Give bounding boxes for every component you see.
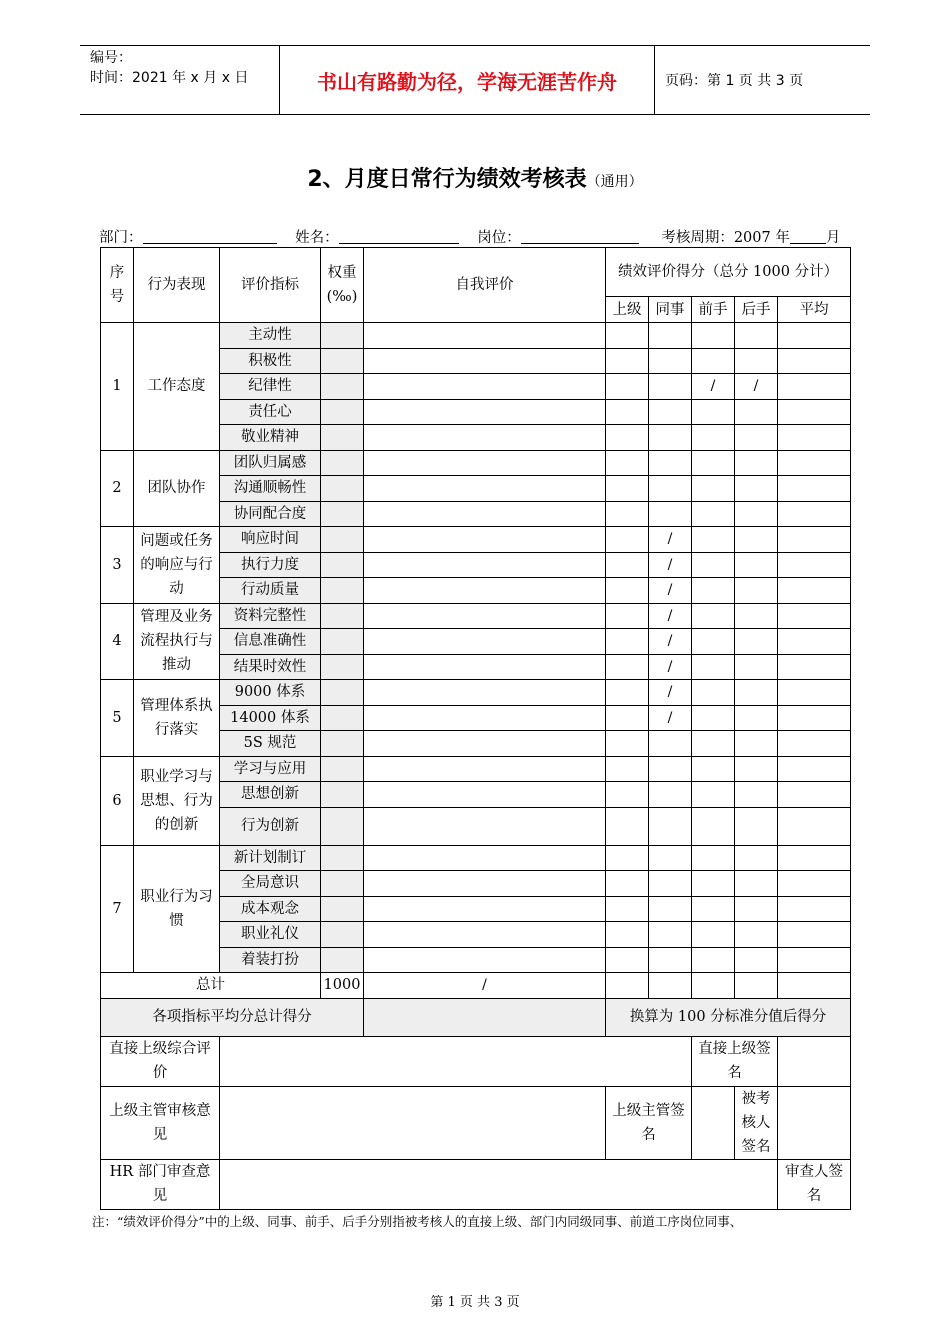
peer-score-cell[interactable]	[649, 374, 692, 400]
weight-cell[interactable]	[321, 756, 364, 782]
average-score-cell[interactable]	[778, 374, 851, 400]
downstream-score-cell[interactable]	[735, 731, 778, 757]
upstream-score-cell[interactable]	[692, 603, 735, 629]
weight-cell[interactable]	[321, 807, 364, 845]
row-seq: 3	[101, 527, 134, 604]
table-row	[101, 756, 851, 782]
peer-score-cell[interactable]	[649, 501, 692, 527]
average-score-cell[interactable]	[778, 782, 851, 808]
self-eval-cell[interactable]	[364, 425, 606, 451]
downstream-score-cell[interactable]	[735, 756, 778, 782]
self-eval-cell[interactable]	[364, 871, 606, 897]
self-eval-cell[interactable]	[364, 527, 606, 553]
self-eval-cell[interactable]	[364, 450, 606, 476]
code-label: 编号：	[90, 50, 132, 66]
row-seq: 2	[101, 450, 134, 527]
downstream-score-cell[interactable]	[735, 450, 778, 476]
total-average-cell[interactable]	[778, 973, 851, 999]
header-peer: 同事	[649, 297, 692, 323]
hr-review-label: HR 部门审查意见	[101, 1159, 220, 1209]
row-indicator: 着装打扮	[220, 947, 321, 973]
total-upstream-cell[interactable]	[692, 973, 735, 999]
downstream-score-cell[interactable]	[735, 782, 778, 808]
weight-cell[interactable]	[321, 374, 364, 400]
weight-cell[interactable]	[321, 603, 364, 629]
downstream-score-cell[interactable]	[735, 552, 778, 578]
upstream-score-cell[interactable]	[692, 731, 735, 757]
average-score-cell[interactable]	[778, 603, 851, 629]
row-indicator: 信息准确性	[220, 629, 321, 655]
downstream-score-cell[interactable]	[735, 807, 778, 845]
row-seq: 4	[101, 603, 134, 680]
superior-score-cell[interactable]	[606, 603, 649, 629]
upstream-score-cell[interactable]	[692, 782, 735, 808]
header-self-eval: 自我评价	[364, 248, 606, 323]
weight-cell[interactable]	[321, 680, 364, 706]
self-eval-cell[interactable]	[364, 756, 606, 782]
row-indicator: 职业礼仪	[220, 922, 321, 948]
superior-score-cell[interactable]	[606, 476, 649, 502]
info-line	[99, 226, 854, 247]
upstream-score-cell[interactable]	[692, 922, 735, 948]
header-behavior: 行为表现	[134, 248, 220, 323]
downstream-score-cell[interactable]	[735, 399, 778, 425]
peer-score-cell[interactable]	[649, 871, 692, 897]
header-average: 平均	[778, 297, 851, 323]
peer-score-cell[interactable]	[649, 323, 692, 349]
post-blank[interactable]	[521, 229, 639, 244]
superior-score-cell[interactable]	[606, 731, 649, 757]
peer-score-cell: /	[649, 603, 692, 629]
self-eval-cell[interactable]	[364, 705, 606, 731]
row-seq: 1	[101, 323, 134, 451]
superior-score-cell[interactable]	[606, 578, 649, 604]
self-eval-cell[interactable]	[364, 629, 606, 655]
row-indicator: 沟通顺畅性	[220, 476, 321, 502]
page-footer: 第 1 页 共 3 页	[430, 1295, 520, 1310]
self-eval-cell[interactable]	[364, 578, 606, 604]
peer-score-cell: /	[649, 552, 692, 578]
downstream-score-cell[interactable]	[735, 527, 778, 553]
row-behavior: 工作态度	[134, 323, 220, 451]
peer-score-cell[interactable]	[649, 348, 692, 374]
weight-cell[interactable]	[321, 922, 364, 948]
self-eval-cell[interactable]	[364, 731, 606, 757]
row-indicator: 资料完整性	[220, 603, 321, 629]
downstream-score-cell[interactable]	[735, 680, 778, 706]
weight-cell[interactable]	[321, 871, 364, 897]
header-weight: 权重(‰)	[321, 248, 364, 323]
upstream-score-cell[interactable]	[692, 629, 735, 655]
converted-row	[606, 998, 851, 1036]
row-indicator: 思想创新	[220, 782, 321, 808]
downstream-score-cell[interactable]	[735, 476, 778, 502]
upstream-score-cell: /	[692, 374, 735, 400]
peer-score-cell: /	[649, 629, 692, 655]
peer-score-cell: /	[649, 705, 692, 731]
peer-score-cell: /	[649, 527, 692, 553]
downstream-score-cell[interactable]	[735, 425, 778, 451]
downstream-score-cell[interactable]	[735, 922, 778, 948]
superior-score-cell[interactable]	[606, 323, 649, 349]
superior-sign-field[interactable]	[778, 1036, 851, 1086]
downstream-score-cell[interactable]	[735, 871, 778, 897]
self-eval-cell[interactable]	[364, 399, 606, 425]
weight-cell[interactable]	[321, 450, 364, 476]
average-score-cell[interactable]	[778, 922, 851, 948]
period-month-blank[interactable]	[790, 229, 826, 244]
row-behavior: 管理及业务流程执行与推动	[134, 603, 220, 680]
weight-cell[interactable]	[321, 476, 364, 502]
peer-score-cell[interactable]	[649, 922, 692, 948]
weight-cell[interactable]	[321, 705, 364, 731]
upstream-score-cell[interactable]	[692, 896, 735, 922]
average-score-cell[interactable]	[778, 527, 851, 553]
table-row	[101, 845, 851, 871]
superior-score-cell[interactable]	[606, 654, 649, 680]
peer-score-cell[interactable]	[649, 399, 692, 425]
weight-cell[interactable]	[321, 399, 364, 425]
upstream-score-cell[interactable]	[692, 807, 735, 845]
peer-score-cell[interactable]	[649, 756, 692, 782]
average-score-cell[interactable]	[778, 896, 851, 922]
weight-cell[interactable]	[321, 782, 364, 808]
row-behavior: 问题或任务的响应与行动	[134, 527, 220, 604]
superior-eval-field[interactable]	[220, 1036, 692, 1086]
average-score-cell[interactable]	[778, 680, 851, 706]
total-superior-cell[interactable]	[606, 973, 649, 999]
self-eval-cell[interactable]	[364, 501, 606, 527]
table-row	[101, 323, 851, 349]
row-seq: 7	[101, 845, 134, 973]
superior-score-cell[interactable]	[606, 807, 649, 845]
peer-score-cell[interactable]	[649, 425, 692, 451]
upstream-score-cell[interactable]	[692, 323, 735, 349]
peer-score-cell: /	[649, 680, 692, 706]
downstream-score-cell: /	[735, 374, 778, 400]
upstream-score-cell[interactable]	[692, 476, 735, 502]
upstream-score-cell[interactable]	[692, 705, 735, 731]
manager-review-field[interactable]	[220, 1086, 606, 1159]
row-indicator: 成本观念	[220, 896, 321, 922]
superior-score-cell[interactable]	[606, 922, 649, 948]
average-score-cell[interactable]	[778, 947, 851, 973]
header-superior: 上级	[606, 297, 649, 323]
table-row	[101, 603, 851, 629]
table-row	[101, 680, 851, 706]
superior-score-cell[interactable]	[606, 871, 649, 897]
row-indicator: 积极性	[220, 348, 321, 374]
average-score-cell[interactable]	[778, 552, 851, 578]
name-blank[interactable]	[339, 229, 459, 244]
peer-score-cell: /	[649, 578, 692, 604]
average-score-cell[interactable]	[778, 348, 851, 374]
row-indicator: 纪律性	[220, 374, 321, 400]
form-title	[0, 162, 950, 193]
row-seq: 5	[101, 680, 134, 757]
header-page-number: 页码：第 1 页 共 3 页	[665, 73, 804, 89]
upstream-score-cell[interactable]	[692, 527, 735, 553]
weight-cell[interactable]	[321, 348, 364, 374]
upstream-score-cell[interactable]	[692, 654, 735, 680]
superior-score-cell[interactable]	[606, 348, 649, 374]
row-indicator: 敬业精神	[220, 425, 321, 451]
superior-score-cell[interactable]	[606, 450, 649, 476]
upstream-score-cell[interactable]	[692, 680, 735, 706]
row-indicator: 全局意识	[220, 871, 321, 897]
row-indicator: 9000 体系	[220, 680, 321, 706]
superior-score-cell[interactable]	[606, 552, 649, 578]
converted-label: 换算为 100 分标准分值后得分	[629, 1009, 827, 1025]
self-eval-cell[interactable]	[364, 476, 606, 502]
average-score-cell[interactable]	[778, 731, 851, 757]
self-eval-cell[interactable]	[364, 807, 606, 845]
form-title-sub: （通用）	[586, 174, 643, 190]
superior-score-cell[interactable]	[606, 756, 649, 782]
average-score-cell[interactable]	[778, 705, 851, 731]
self-eval-cell[interactable]	[364, 603, 606, 629]
peer-score-cell[interactable]	[649, 731, 692, 757]
avg-total-label: 各项指标平均分总计得分	[101, 998, 364, 1036]
row-behavior: 团队协作	[134, 450, 220, 527]
average-score-cell[interactable]	[778, 425, 851, 451]
downstream-score-cell[interactable]	[735, 845, 778, 871]
weight-cell[interactable]	[321, 527, 364, 553]
downstream-score-cell[interactable]	[735, 896, 778, 922]
peer-score-cell[interactable]	[649, 807, 692, 845]
assessee-sign-label: 被考核人签名	[735, 1086, 778, 1159]
upstream-score-cell[interactable]	[692, 552, 735, 578]
weight-cell[interactable]	[321, 578, 364, 604]
average-score-cell[interactable]	[778, 399, 851, 425]
self-eval-cell[interactable]	[364, 323, 606, 349]
form-title-main: 2、月度日常行为绩效考核表	[307, 167, 587, 192]
peer-score-cell[interactable]	[649, 845, 692, 871]
average-score-cell[interactable]	[778, 450, 851, 476]
weight-cell[interactable]	[321, 845, 364, 871]
reviewer-sign-label: 审查人签名	[778, 1159, 851, 1209]
superior-score-cell[interactable]	[606, 374, 649, 400]
downstream-score-cell[interactable]	[735, 501, 778, 527]
downstream-score-cell[interactable]	[735, 654, 778, 680]
row-indicator: 响应时间	[220, 527, 321, 553]
downstream-score-cell[interactable]	[735, 947, 778, 973]
row-indicator: 行动质量	[220, 578, 321, 604]
weight-cell[interactable]	[321, 552, 364, 578]
header-score: 绩效评价得分（总分 1000 分计）	[606, 248, 851, 297]
superior-score-cell[interactable]	[606, 896, 649, 922]
self-eval-cell[interactable]	[364, 782, 606, 808]
post-label: 岗位：	[477, 230, 521, 246]
table-row	[101, 450, 851, 476]
weight-cell[interactable]	[321, 654, 364, 680]
superior-score-cell[interactable]	[606, 680, 649, 706]
superior-score-cell[interactable]	[606, 782, 649, 808]
weight-cell[interactable]	[321, 896, 364, 922]
self-eval-cell[interactable]	[364, 922, 606, 948]
row-seq: 6	[101, 756, 134, 845]
row-indicator: 责任心	[220, 399, 321, 425]
weight-cell[interactable]	[321, 323, 364, 349]
period-label: 考核周期：2007 年	[661, 230, 790, 246]
upstream-score-cell[interactable]	[692, 425, 735, 451]
average-score-cell[interactable]	[778, 807, 851, 845]
row-indicator: 新计划制订	[220, 845, 321, 871]
peer-score-cell[interactable]	[649, 947, 692, 973]
row-indicator: 主动性	[220, 323, 321, 349]
date-label: 时间：2021 年 x 月 x 日	[90, 70, 249, 86]
header-motto: 书山有路勤为径，学海无涯苦作舟	[280, 46, 655, 114]
assessment-table	[100, 247, 851, 1210]
footnote: 注：“绩效评价得分”中的上级、同事、前手、后手分别指被考核人的直接上级、部门内同级同事、前道工序岗位同事、	[92, 1214, 743, 1229]
name-label: 姓名：	[295, 230, 339, 246]
total-self-eval-slash: /	[364, 973, 606, 999]
row-behavior: 职业行为习惯	[134, 845, 220, 973]
superior-score-cell[interactable]	[606, 501, 649, 527]
row-indicator: 行为创新	[220, 807, 321, 845]
superior-score-cell[interactable]	[606, 425, 649, 451]
self-eval-cell[interactable]	[364, 348, 606, 374]
average-score-cell[interactable]	[778, 845, 851, 871]
upstream-score-cell[interactable]	[692, 947, 735, 973]
dept-blank[interactable]	[143, 229, 277, 244]
self-eval-cell[interactable]	[364, 896, 606, 922]
downstream-score-cell[interactable]	[735, 348, 778, 374]
row-behavior: 职业学习与思想、行为的创新	[134, 756, 220, 845]
superior-score-cell[interactable]	[606, 845, 649, 871]
weight-cell[interactable]	[321, 947, 364, 973]
self-eval-cell[interactable]	[364, 680, 606, 706]
peer-score-cell: /	[649, 654, 692, 680]
upstream-score-cell[interactable]	[692, 501, 735, 527]
table-row	[101, 527, 851, 553]
self-eval-cell[interactable]	[364, 947, 606, 973]
average-score-cell[interactable]	[778, 871, 851, 897]
superior-eval-label: 直接上级综合评价	[101, 1036, 220, 1086]
weight-cell[interactable]	[321, 425, 364, 451]
total-weight: 1000	[321, 973, 364, 999]
upstream-score-cell[interactable]	[692, 578, 735, 604]
superior-score-cell[interactable]	[606, 399, 649, 425]
weight-cell[interactable]	[321, 731, 364, 757]
header-indicator: 评价指标	[220, 248, 321, 323]
average-score-cell[interactable]	[778, 476, 851, 502]
superior-score-cell[interactable]	[606, 947, 649, 973]
avg-total-value[interactable]	[364, 998, 606, 1036]
total-label: 总计	[101, 973, 321, 999]
hr-review-field[interactable]	[220, 1159, 778, 1209]
manager-sign-label: 上级主管签名	[606, 1086, 692, 1159]
downstream-score-cell[interactable]	[735, 629, 778, 655]
peer-score-cell[interactable]	[649, 476, 692, 502]
average-score-cell[interactable]	[778, 756, 851, 782]
total-downstream-cell[interactable]	[735, 973, 778, 999]
header-meta	[80, 46, 280, 114]
average-score-cell[interactable]	[778, 578, 851, 604]
row-indicator: 执行力度	[220, 552, 321, 578]
total-peer-cell[interactable]	[649, 973, 692, 999]
upstream-score-cell[interactable]	[692, 871, 735, 897]
header-downstream: 后手	[735, 297, 778, 323]
downstream-score-cell[interactable]	[735, 705, 778, 731]
manager-sign-field[interactable]	[692, 1086, 735, 1159]
peer-score-cell[interactable]	[649, 450, 692, 476]
header-upstream: 前手	[692, 297, 735, 323]
assessee-sign-field[interactable]	[778, 1086, 851, 1159]
average-score-cell[interactable]	[778, 629, 851, 655]
document-header	[80, 45, 870, 115]
row-indicator: 学习与应用	[220, 756, 321, 782]
superior-sign-label: 直接上级签名	[692, 1036, 778, 1086]
weight-cell[interactable]	[321, 501, 364, 527]
superior-score-cell[interactable]	[606, 705, 649, 731]
row-indicator: 结果时效性	[220, 654, 321, 680]
row-indicator: 团队归属感	[220, 450, 321, 476]
upstream-score-cell[interactable]	[692, 399, 735, 425]
downstream-score-cell[interactable]	[735, 323, 778, 349]
header-seq: 序号	[101, 248, 134, 323]
peer-score-cell[interactable]	[649, 896, 692, 922]
weight-cell[interactable]	[321, 629, 364, 655]
upstream-score-cell[interactable]	[692, 845, 735, 871]
row-indicator: 协同配合度	[220, 501, 321, 527]
average-score-cell[interactable]	[778, 654, 851, 680]
self-eval-cell[interactable]	[364, 845, 606, 871]
upstream-score-cell[interactable]	[692, 756, 735, 782]
manager-review-label: 上级主管审核意见	[101, 1086, 220, 1159]
superior-score-cell[interactable]	[606, 527, 649, 553]
self-eval-cell[interactable]	[364, 654, 606, 680]
superior-score-cell[interactable]	[606, 629, 649, 655]
row-behavior: 管理体系执行落实	[134, 680, 220, 757]
downstream-score-cell[interactable]	[735, 603, 778, 629]
row-indicator: 5S 规范	[220, 731, 321, 757]
average-score-cell[interactable]	[778, 323, 851, 349]
self-eval-cell[interactable]	[364, 552, 606, 578]
upstream-score-cell[interactable]	[692, 348, 735, 374]
peer-score-cell[interactable]	[649, 782, 692, 808]
row-indicator: 14000 体系	[220, 705, 321, 731]
dept-label: 部门：	[99, 230, 143, 246]
average-score-cell[interactable]	[778, 501, 851, 527]
downstream-score-cell[interactable]	[735, 578, 778, 604]
self-eval-cell[interactable]	[364, 374, 606, 400]
period-suffix: 月	[825, 230, 841, 246]
upstream-score-cell[interactable]	[692, 450, 735, 476]
